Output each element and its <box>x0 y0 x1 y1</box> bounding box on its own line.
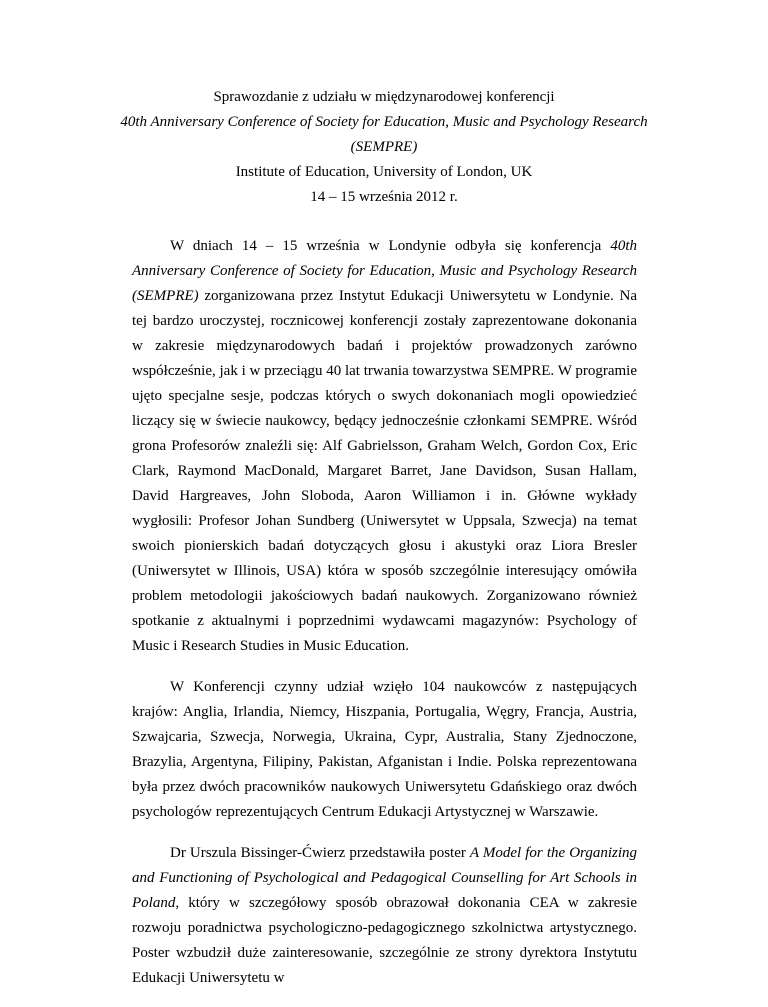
paragraph-1-conference-title: 40th Anniversary Conference of Society for Education, Music and Psychology Research (SEMPRE) <box>132 238 637 304</box>
paragraph-1-intro: W dniach 14 – 15 września w Londynie odbyła się konferencja <box>170 238 611 254</box>
poster-title: A Model for the Organizing and Functioning of Psychological and Pedagogical Counselling for Art Schools in Poland <box>132 845 637 911</box>
conference-acronym: (SEMPRE) <box>350 139 418 155</box>
paragraph-3 <box>132 841 637 991</box>
report-header <box>0 85 768 210</box>
conference-dates: 14 – 15 września 2012 r. <box>310 189 458 205</box>
paragraph-1-text: zorganizowana przez Instytut Edukacji Uniwersytetu w Londynie. Na tej bardzo uroczystej, rocznicowej konferencji zostały zaprezentowane dokonania w zakresie międzynarodowych badań i projektów prowadzonych zarówno współcześnie, jak i w przeciągu 40 lat trwania towarzystwa SEMPRE. W programie ujęto specjalne sesje, podczas których o swych dokonaniach mogli opowiedzieć liczący się w świecie naukowcy, będący jednocześnie członkami SEMPRE. Wśród grona Profesorów znaleźli się: Alf Gabrielsson, Graham Welch, Gordon Cox, Eric Clark, Raymond MacDonald, Margaret Barret, Jane Davidson, Susan Hallam, David Hargreaves, John Sloboda, Aaron Williamon i in. Główne wykłady wygłosili: Profesor Johan Sundberg (Uniwersytet w Uppsala, Szwecja) na temat swoich pionierskich badań dotyczących głosu i akustyki oraz Liora Bresler (Uniwersytet w Illinois, USA) która w sposób szczególnie interesujący omówiła problem metodologii jakościowych badań naukowych. Zorganizowano również spotkanie z aktualnymi i poprzednimi wydawcami magazynów: Psychology of Music i Research Studies in Music Education. <box>132 288 637 654</box>
paragraph-3-text: , który w szczegółowy sposób obrazował dokonania CEA w zakresie rozwoju poradnictwa psychologiczno-pedagogicznego szkolnictwa artystycznego. Poster wzbudził duże zainteresowanie, szczególnie ze strony dyrektora Instytutu Edukacji Uniwersytetu w <box>132 895 637 986</box>
paragraph-3-intro: Dr Urszula Bissinger-Ćwierz przedstawiła poster <box>170 845 470 861</box>
conference-venue: Institute of Education, University of London, UK <box>235 164 533 180</box>
paragraph-2: W Konferencji czynny udział wzięło 104 naukowców z następujących krajów: Anglia, Irlandia, Niemcy, Hiszpania, Portugalia, Węgry, Francja, Austria, Szwajcaria, Szwecja, Norwegia, Ukraina, Cypr, Australia, Stany Zjednoczone, Brazylia, Argentyna, Filipiny, Pakistan, Afganistan i Indie. Polska reprezentowana była przez dwóch pracowników naukowych Uniwersytetu Gdańskiego oraz dwóch psychologów reprezentujących Centrum Edukacji Artystycznej w Warszawie. <box>132 679 637 820</box>
conference-name: 40th Anniversary Conference of Society for Education, Music and Psychology Research <box>120 114 648 130</box>
report-body <box>132 234 637 1007</box>
paragraph-1 <box>132 234 637 659</box>
report-title: Sprawozdanie z udziału w międzynarodowej konferencji <box>213 89 555 105</box>
